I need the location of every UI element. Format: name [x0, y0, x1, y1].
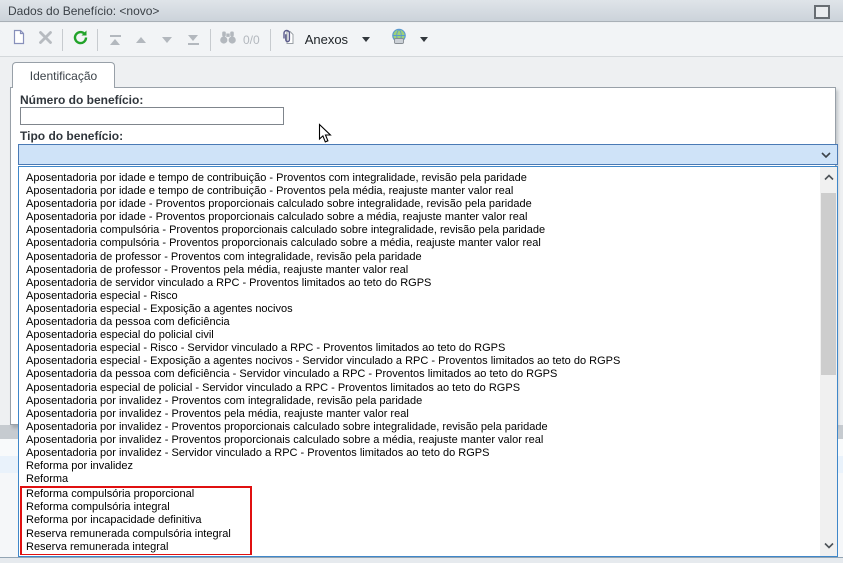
anexos-dropdown-caret-icon[interactable]: [362, 37, 370, 42]
numero-beneficio-label: Número do benefício:: [20, 93, 144, 107]
mouse-cursor: [318, 123, 333, 149]
dropdown-option[interactable]: Aposentadoria de professor - Proventos pela média, reajuste manter valor real: [26, 263, 409, 276]
dropdown-option[interactable]: Aposentadoria por invalidez - Proventos com integralidade, revisão pela paridade: [26, 394, 423, 407]
dropdown-option[interactable]: Aposentadoria por invalidez - Servidor vinculado a RPC - Proventos limitados ao teto do RGPS: [26, 446, 490, 459]
toolbar-separator: [210, 29, 211, 51]
dropdown-option[interactable]: Aposentadoria compulsória - Proventos proporcionais calculado sobre integralidade, revisão pela paridade: [26, 224, 546, 237]
dropdown-option[interactable]: Reforma: [26, 473, 69, 486]
dropdown-option[interactable]: Reforma por incapacidade definitiva: [26, 514, 202, 527]
binoculars-icon: [219, 30, 237, 50]
search-counter: 0/0: [243, 32, 260, 47]
dropdown-option[interactable]: Reserva remunerada integral: [26, 540, 169, 553]
globe-button[interactable]: [386, 27, 412, 53]
anexos-button[interactable]: [275, 27, 301, 53]
window-bottom-edge: [0, 557, 843, 563]
dropdown-option[interactable]: Aposentadoria por invalidez - Proventos proporcionais calculado sobre a média, reajuste manter valor real: [26, 433, 544, 446]
new-record-button[interactable]: [6, 27, 32, 53]
globe-icon: [389, 28, 409, 51]
maximize-button[interactable]: [814, 5, 830, 19]
dropdown-option[interactable]: Reforma compulsória proporcional: [26, 488, 195, 501]
dropdown-option[interactable]: Reserva remunerada compulsória integral: [26, 527, 231, 540]
dropdown-option[interactable]: Aposentadoria por idade e tempo de contribuição - Proventos pela média, reajuste manter valor real: [26, 185, 514, 198]
scrollbar-thumb[interactable]: [821, 193, 836, 375]
dropdown-option[interactable]: Aposentadoria por idade e tempo de contribuição - Proventos com integralidade, revisão pela paridade: [26, 172, 527, 184]
chevron-down-icon[interactable]: [820, 146, 832, 164]
first-record-icon: [110, 35, 121, 45]
delete-x-icon: [38, 30, 53, 50]
refresh-button[interactable]: [67, 27, 93, 53]
title-bar[interactable]: [0, 0, 843, 22]
highlight-red-box: [20, 486, 252, 555]
dropdown-list: [20, 172, 819, 555]
dropdown-option[interactable]: Aposentadoria compulsória - Proventos proporcionais calculado sobre a média, reajuste manter valor real: [26, 237, 541, 250]
dropdown-option[interactable]: Aposentadoria por idade - Proventos proporcionais calculado sobre a média, reajuste manter valor real: [26, 211, 528, 224]
tipo-beneficio-combobox[interactable]: [18, 144, 838, 165]
dropdown-option[interactable]: Aposentadoria de servidor vinculado a RPC - Proventos limitados ao teto do RGPS: [26, 276, 432, 289]
tab-label: Identificação: [29, 68, 98, 83]
refresh-icon: [72, 29, 89, 51]
tipo-beneficio-dropdown: [18, 166, 838, 557]
dropdown-option[interactable]: Aposentadoria especial do policial civil: [26, 329, 214, 342]
scroll-up-icon[interactable]: [820, 169, 837, 186]
paperclip-icon: [279, 29, 296, 51]
previous-record-icon: [136, 37, 146, 43]
dropdown-option[interactable]: Aposentadoria especial - Risco: [26, 289, 178, 302]
dropdown-option[interactable]: Aposentadoria da pessoa com deficiência - Servidor vinculado a RPC - Proventos limitados ao teto do RGPS: [26, 368, 558, 381]
toolbar-separator: [97, 29, 98, 51]
first-record-button[interactable]: [102, 27, 128, 53]
toolbar: [0, 23, 843, 57]
tab-identificacao[interactable]: [12, 62, 115, 88]
last-record-icon: [188, 35, 199, 45]
previous-record-button[interactable]: [128, 27, 154, 53]
dropdown-option[interactable]: Aposentadoria por invalidez - Proventos proporcionais calculado sobre integralidade, revisão pela paridade: [26, 420, 548, 433]
anexos-label[interactable]: Anexos: [304, 32, 349, 47]
dropdown-option[interactable]: Aposentadoria especial - Risco - Servidor vinculado a RPC - Proventos limitados ao teto do RGPS: [26, 342, 506, 355]
scroll-down-icon[interactable]: [820, 537, 837, 554]
last-record-button[interactable]: [180, 27, 206, 53]
dropdown-option[interactable]: Aposentadoria de professor - Proventos com integralidade, revisão pela paridade: [26, 250, 422, 263]
dropdown-option[interactable]: Reforma por invalidez: [26, 460, 133, 473]
dropdown-scrollbar[interactable]: [820, 167, 837, 556]
dropdown-option[interactable]: Aposentadoria especial - Exposição a agentes nocivos - Servidor vinculado a RPC - Proventos limitados ao teto do RGPS: [26, 355, 621, 368]
dropdown-option[interactable]: Aposentadoria da pessoa com deficiência: [26, 316, 230, 329]
dropdown-option[interactable]: Aposentadoria especial - Exposição a agentes nocivos: [26, 302, 293, 315]
new-document-icon: [11, 29, 27, 50]
search-button[interactable]: [215, 27, 241, 53]
tipo-beneficio-label: Tipo do benefício:: [20, 129, 124, 143]
dropdown-option[interactable]: Reforma compulsória integral: [26, 501, 170, 514]
globe-dropdown-caret-icon[interactable]: [420, 37, 428, 42]
window-title: Dados do Benefício: <novo>: [8, 3, 160, 18]
next-record-icon: [162, 37, 172, 43]
numero-beneficio-input[interactable]: [20, 107, 284, 125]
delete-record-button[interactable]: [32, 27, 58, 53]
next-record-button[interactable]: [154, 27, 180, 53]
dropdown-option[interactable]: Aposentadoria especial de policial - Servidor vinculado a RPC - Proventos limitados ao teto do RGPS: [26, 381, 521, 394]
toolbar-separator: [62, 29, 63, 51]
toolbar-separator: [270, 29, 271, 51]
dropdown-option[interactable]: Aposentadoria por idade - Proventos proporcionais calculado sobre integralidade, revisão pela paridade: [26, 198, 532, 211]
dropdown-option[interactable]: Aposentadoria por invalidez - Proventos pela média, reajuste manter valor real: [26, 407, 409, 420]
